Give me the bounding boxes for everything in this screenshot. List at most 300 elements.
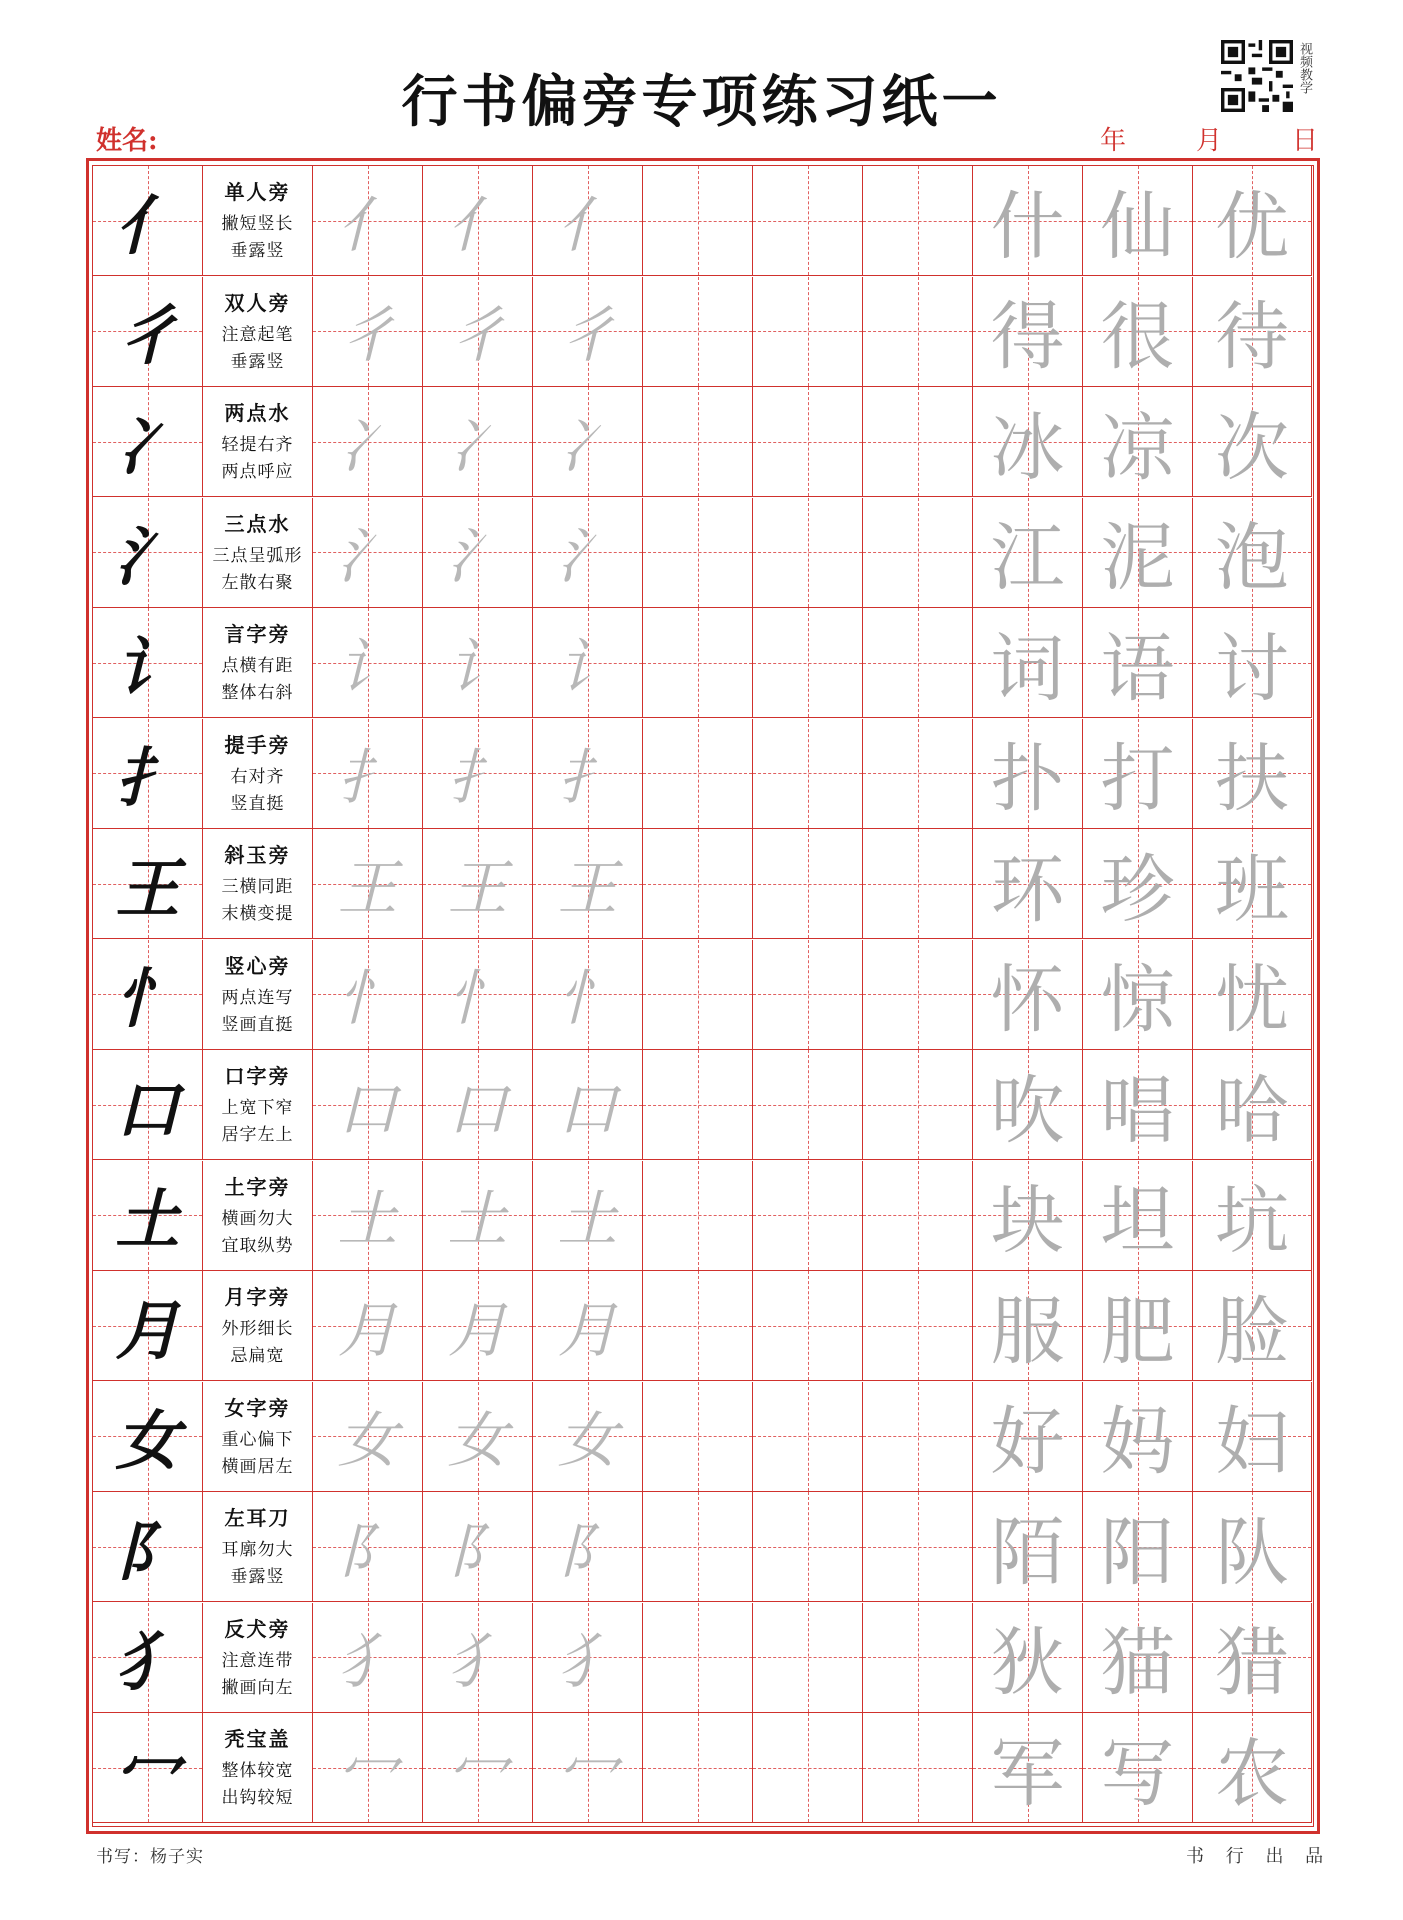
trace-radical: 阝 [557,1516,618,1587]
model-radical-cell [93,387,203,497]
page-title: 行书偏旁专项练习纸一 [401,69,1002,135]
trace-radical-cell [423,387,533,497]
trace-radical: 犭 [337,1627,398,1697]
trace-radical: 王 [337,853,398,924]
practice-row [93,1382,1312,1492]
radical-description-cell [203,1713,313,1823]
example-character: 得 [990,294,1065,380]
trace-radical-cell [533,1492,643,1602]
trace-radical: 冖 [337,1737,398,1808]
practice-row [93,829,1312,939]
example-character: 很 [1100,294,1175,380]
example-character: 泥 [1100,515,1175,601]
trace-radical-cell [533,1050,643,1160]
blank-practice-cell [863,719,973,829]
radical-tip: 横画勿大 [221,1208,294,1229]
radical-tip: 竖直挺 [230,793,285,814]
trace-radical: 月 [557,1295,618,1366]
trace-radical: 彳 [447,301,508,371]
blank-practice-cell [643,1603,753,1713]
trace-radical-cell [423,829,533,939]
example-character: 扶 [1215,736,1289,822]
trace-radical-cell [313,498,423,608]
trace-radical: 冫 [337,411,398,482]
trace-radical: 氵 [447,522,508,592]
trace-radical-cell [533,387,643,497]
model-radical-cell [93,608,203,718]
trace-radical-cell [313,387,423,497]
radical-description-cell [203,387,313,497]
blank-practice-cell [643,498,753,608]
model-radical: 讠 [115,630,180,706]
example-char-cell [1193,1713,1312,1823]
blank-practice-cell [863,608,973,718]
trace-radical: 彳 [337,301,398,371]
model-radical: 冖 [115,1735,180,1811]
blank-practice-cell [863,1492,973,1602]
example-character: 仙 [1100,183,1175,270]
radical-description-cell [203,277,313,387]
publisher-credit: 书 行 出 品 [1186,1846,1332,1867]
trace-radical: 氵 [557,522,618,592]
example-character: 坦 [1100,1178,1175,1264]
trace-radical-cell [313,166,423,276]
blank-practice-cell [753,1713,863,1823]
trace-radical-cell [423,1492,533,1602]
radical-tip: 轻提右齐 [221,435,294,455]
model-radical-cell [93,498,203,608]
trace-radical-cell [313,829,423,939]
blank-practice-cell [643,1713,753,1823]
blank-practice-cell [753,719,863,829]
trace-radical: 扌 [557,743,618,813]
example-char-cell [973,1492,1083,1602]
trace-radical: 月 [447,1295,508,1366]
example-char-cell [1193,1603,1312,1713]
radical-tip: 整体较宽 [221,1761,294,1781]
trace-radical-cell [423,1050,533,1160]
blank-practice-cell [863,387,973,497]
writer-credit: 书写：杨子实 [96,1847,204,1867]
example-character: 写 [1100,1730,1175,1817]
example-character: 农 [1215,1730,1289,1817]
trace-radical: 扌 [447,743,508,813]
trace-radical-cell [423,498,533,608]
example-char-cell [1193,1271,1312,1381]
blank-practice-cell [753,166,863,276]
radical-description-cell [203,608,313,718]
example-char-cell [973,1271,1083,1381]
example-character: 冰 [990,404,1065,491]
model-radical: 女 [115,1404,180,1479]
date-month-label: 月 [1196,126,1223,156]
example-char-cell [973,829,1083,939]
trace-radical: 土 [557,1185,618,1255]
trace-radical-cell [423,940,533,1050]
trace-radical-cell [313,719,423,829]
example-char-cell [1083,498,1193,608]
blank-practice-cell [863,1713,973,1823]
radical-description-cell [203,498,313,608]
blank-practice-cell [643,1161,753,1271]
model-radical: 犭 [115,1625,180,1700]
trace-radical-cell [423,1271,533,1381]
model-radical: 王 [115,851,180,927]
trace-radical: 冫 [447,411,508,482]
blank-practice-cell [753,1271,863,1381]
trace-radical: 亻 [337,190,398,261]
trace-radical: 口 [447,1074,508,1145]
radical-tip: 垂露竖 [230,1567,285,1587]
blank-practice-cell [753,1603,863,1713]
example-char-cell [1193,1382,1312,1492]
trace-radical-cell [533,608,643,718]
example-character: 讨 [1215,625,1289,712]
example-char-cell [1193,829,1312,939]
example-character: 服 [990,1288,1065,1375]
radical-description-cell [203,1050,313,1160]
radical-name: 左耳刀 [224,1506,291,1530]
example-char-cell [1083,1713,1193,1823]
blank-practice-cell [863,1603,973,1713]
radical-name: 双人旁 [224,290,291,315]
trace-radical: 王 [447,853,508,924]
example-char-cell [1083,608,1193,718]
trace-radical-cell [313,940,423,1050]
blank-practice-cell [643,277,753,387]
trace-radical: 犭 [447,1627,508,1697]
trace-radical: 忄 [557,964,618,1034]
example-char-cell [1083,940,1193,1050]
example-character: 妈 [1100,1399,1175,1485]
radical-description-cell [203,1492,313,1602]
blank-practice-cell [863,940,973,1050]
trace-radical-cell [533,1382,643,1492]
practice-row [93,1713,1312,1823]
example-character: 猎 [1215,1620,1289,1706]
trace-radical-cell [533,1271,643,1381]
model-radical: 亻 [115,188,180,264]
radical-tip: 两点连写 [221,987,294,1008]
radical-tip: 忌扁宽 [230,1346,285,1366]
radical-description-cell [203,719,313,829]
practice-row [93,166,1312,276]
blank-practice-cell [753,1161,863,1271]
trace-radical-cell [313,1382,423,1492]
blank-practice-cell [753,498,863,608]
trace-radical: 王 [557,853,618,924]
example-character: 凉 [1100,404,1175,491]
trace-radical-cell [533,166,643,276]
example-char-cell [1193,498,1312,608]
example-character: 什 [990,183,1065,270]
model-radical: 口 [115,1072,180,1148]
radical-tip: 三点呈弧形 [212,545,303,566]
example-char-cell [1193,940,1312,1050]
trace-radical: 冖 [557,1737,618,1808]
radical-tip: 撇画向左 [221,1677,294,1698]
trace-radical: 女 [447,1406,508,1476]
trace-radical: 冖 [447,1737,508,1808]
model-radical-cell [93,277,203,387]
trace-radical-cell [313,1603,423,1713]
model-radical-cell [93,1161,203,1271]
example-character: 陌 [990,1509,1065,1596]
example-character: 惊 [1100,957,1175,1043]
radical-description-cell [203,1382,313,1492]
blank-practice-cell [753,1492,863,1602]
blank-practice-cell [863,829,973,939]
example-char-cell [1083,1050,1193,1160]
example-character: 扑 [990,736,1065,822]
trace-radical-cell [533,940,643,1050]
radical-name: 单人旁 [224,180,291,204]
trace-radical: 阝 [447,1516,508,1587]
trace-radical: 氵 [337,522,398,592]
example-char-cell [1193,166,1312,276]
practice-row [93,608,1312,718]
trace-radical: 月 [337,1295,398,1366]
practice-row [93,1161,1312,1271]
radical-description-cell [203,1603,313,1713]
example-char-cell [973,387,1083,497]
example-character: 队 [1215,1509,1289,1596]
example-character: 泡 [1215,515,1289,601]
radical-tip: 耳廓勿大 [221,1540,294,1560]
trace-radical: 口 [337,1074,398,1145]
model-radical: 忄 [115,962,180,1037]
example-char-cell [1083,829,1193,939]
model-radical: 氵 [115,520,180,595]
trace-radical: 阝 [337,1516,398,1587]
blank-practice-cell [643,829,753,939]
blank-practice-cell [863,277,973,387]
radical-description-cell [203,829,313,939]
trace-radical: 讠 [337,632,398,703]
blank-practice-cell [643,1271,753,1381]
trace-radical: 女 [337,1406,398,1476]
blank-practice-cell [753,608,863,718]
trace-radical: 讠 [447,632,508,703]
trace-radical: 犭 [557,1627,618,1697]
model-radical: 土 [115,1183,180,1258]
trace-radical-cell [313,1161,423,1271]
example-character: 待 [1215,294,1289,380]
example-char-cell [1193,1161,1312,1271]
radical-tip: 出钩较短 [221,1788,294,1808]
radical-name: 女字旁 [224,1395,291,1420]
example-character: 怀 [990,957,1065,1043]
blank-practice-cell [863,1271,973,1381]
trace-radical-cell [423,719,533,829]
radical-description-cell [203,940,313,1050]
radical-name: 口字旁 [224,1064,291,1088]
model-radical-cell [93,1492,203,1602]
example-char-cell [1193,608,1312,718]
radical-description-cell [203,1161,313,1271]
blank-practice-cell [643,387,753,497]
example-char-cell [1193,719,1312,829]
trace-radical: 土 [447,1185,508,1255]
model-radical: 月 [115,1293,180,1369]
example-character: 忧 [1215,957,1289,1043]
trace-radical-cell [423,1382,533,1492]
trace-radical-cell [423,1161,533,1271]
example-char-cell [1083,387,1193,497]
example-char-cell [973,1603,1083,1713]
radical-tip: 垂露竖 [230,241,285,261]
trace-radical: 彳 [557,301,618,371]
practice-row [93,1050,1312,1160]
blank-practice-cell [753,277,863,387]
radical-tip: 左散右聚 [221,572,294,593]
example-character: 珍 [1100,846,1175,933]
blank-practice-cell [863,1050,973,1160]
trace-radical-cell [313,1492,423,1602]
model-radical: 冫 [115,409,180,485]
trace-radical-cell [423,277,533,387]
example-char-cell [1083,1271,1193,1381]
trace-radical: 女 [557,1406,618,1476]
example-char-cell [1083,277,1193,387]
blank-practice-cell [643,940,753,1050]
radical-tip: 右对齐 [230,766,285,787]
model-radical-cell [93,1713,203,1823]
example-char-cell [1193,1492,1312,1602]
practice-row [93,277,1312,387]
blank-practice-cell [863,1161,973,1271]
blank-practice-cell [863,498,973,608]
trace-radical-cell [313,1271,423,1381]
trace-radical-cell [423,1603,533,1713]
example-character: 优 [1215,183,1289,270]
blank-practice-cell [643,166,753,276]
blank-practice-cell [643,719,753,829]
model-radical-cell [93,1382,203,1492]
trace-radical-cell [423,166,533,276]
radical-tip: 重心偏下 [221,1429,294,1450]
trace-radical: 亻 [557,190,618,261]
model-radical-cell [93,719,203,829]
example-character: 军 [990,1730,1065,1817]
example-char-cell [1083,166,1193,276]
example-char-cell [1193,277,1312,387]
practice-row [93,498,1312,608]
trace-radical: 亻 [447,190,508,261]
example-character: 班 [1215,846,1289,933]
practice-row [93,1492,1312,1602]
date-year-label: 年 [1100,126,1127,156]
radical-tip: 上宽下窄 [221,1098,294,1118]
qr-caption: 视频教学 [1297,42,1312,94]
example-character: 江 [990,515,1065,601]
example-character: 次 [1215,404,1289,491]
practice-row [93,1603,1312,1713]
blank-practice-cell [643,1050,753,1160]
example-character: 肥 [1100,1288,1175,1375]
example-character: 环 [990,846,1065,933]
example-char-cell [973,719,1083,829]
trace-radical: 冫 [557,411,618,482]
blank-practice-cell [753,1382,863,1492]
example-char-cell [973,1382,1083,1492]
radical-tip: 撇短竖长 [221,214,294,234]
radical-tip: 三横同距 [221,877,294,897]
example-character: 狄 [990,1620,1065,1706]
trace-radical: 忄 [447,964,508,1034]
example-character: 吹 [990,1067,1065,1154]
radical-description-cell [203,1271,313,1381]
example-character: 块 [990,1178,1065,1264]
model-radical-cell [93,1603,203,1713]
trace-radical-cell [533,1603,643,1713]
blank-practice-cell [753,940,863,1050]
radical-tip: 点横有距 [221,656,294,676]
radical-tip: 注意连带 [221,1650,294,1671]
practice-row [93,387,1312,497]
practice-row [93,1271,1312,1381]
example-char-cell [973,166,1083,276]
example-char-cell [973,498,1083,608]
radical-name: 三点水 [224,511,291,536]
example-character: 猫 [1100,1620,1175,1706]
example-char-cell [973,1161,1083,1271]
model-radical: 彳 [115,299,180,374]
trace-radical-cell [533,1161,643,1271]
practice-grid [92,165,1314,1827]
example-character: 语 [1100,625,1175,712]
example-character: 唱 [1100,1067,1175,1154]
example-character: 妇 [1215,1399,1289,1485]
radical-name: 言字旁 [224,622,291,646]
qr-code-icon [1221,40,1293,112]
radical-name: 反犬旁 [224,1616,291,1641]
trace-radical-cell [533,719,643,829]
example-character: 打 [1100,736,1175,822]
example-char-cell [1083,1492,1193,1602]
blank-practice-cell [863,166,973,276]
example-char-cell [1083,1603,1193,1713]
trace-radical: 忄 [337,964,398,1034]
radical-tip: 垂露竖 [230,351,285,372]
date-day-label: 日 [1292,126,1319,156]
example-character: 词 [990,625,1065,712]
trace-radical: 土 [337,1185,398,1255]
example-char-cell [973,1713,1083,1823]
radical-name: 月字旁 [224,1285,291,1309]
radical-name: 两点水 [224,401,291,425]
radical-tip: 竖画直挺 [221,1014,294,1035]
model-radical: 阝 [115,1514,180,1590]
trace-radical-cell [313,608,423,718]
trace-radical-cell [423,608,533,718]
model-radical-cell [93,166,203,276]
example-char-cell [973,608,1083,718]
radical-name: 斜玉旁 [224,843,291,867]
trace-radical-cell [533,277,643,387]
blank-practice-cell [643,1382,753,1492]
model-radical-cell [93,940,203,1050]
radical-tip: 末横变提 [221,904,294,924]
example-character: 好 [990,1399,1065,1485]
radical-tip: 两点呼应 [221,462,294,482]
blank-practice-cell [753,829,863,939]
model-radical-cell [93,1271,203,1381]
example-char-cell [1193,1050,1312,1160]
model-radical-cell [93,829,203,939]
example-char-cell [1083,1161,1193,1271]
example-character: 脸 [1215,1288,1289,1375]
